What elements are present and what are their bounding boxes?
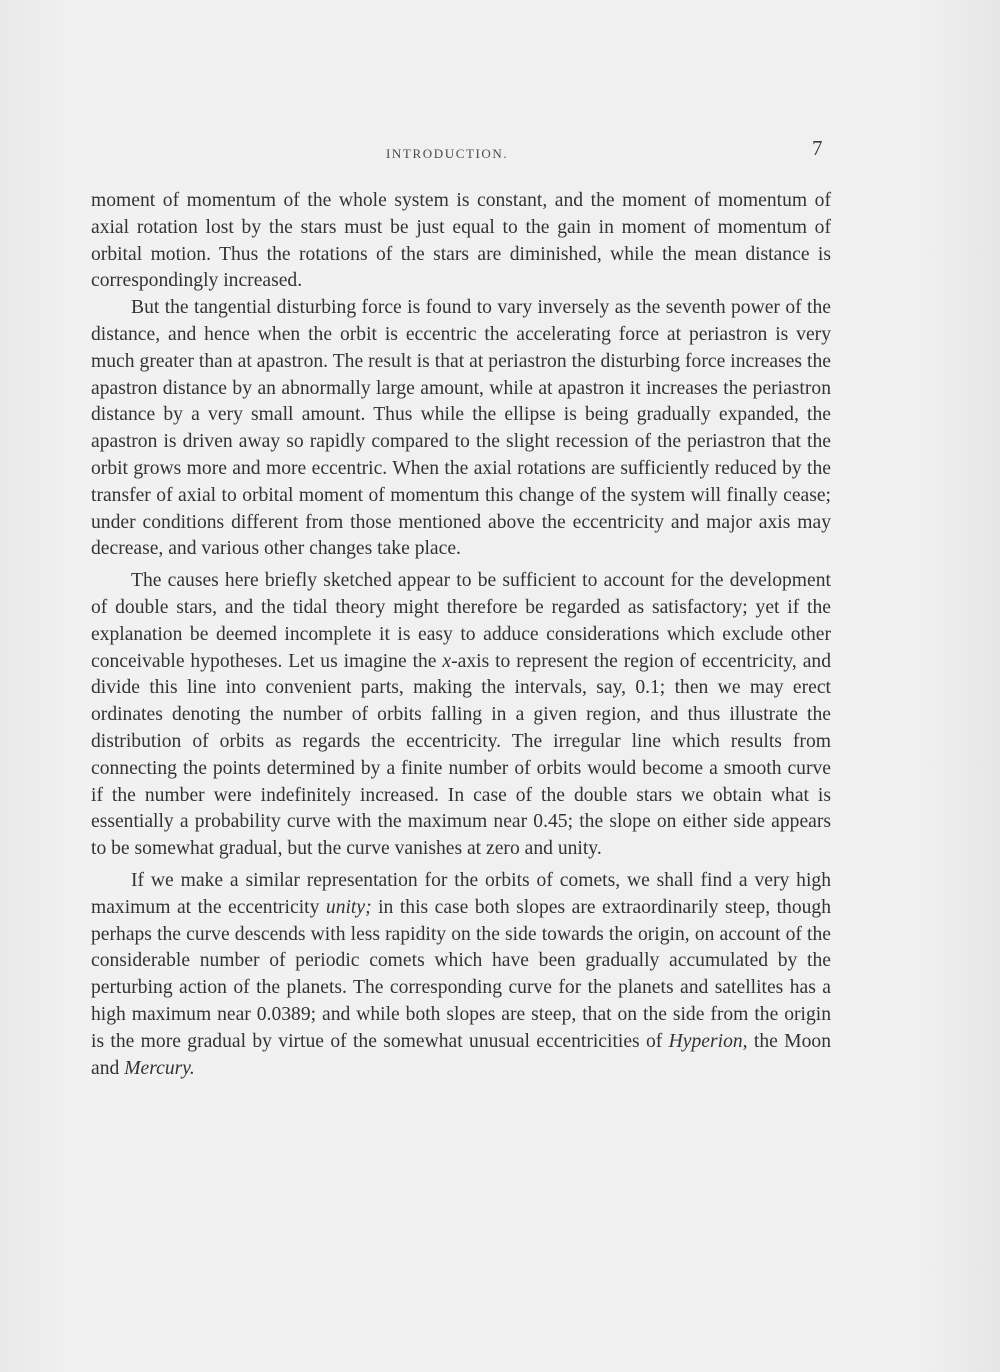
paragraph-4-text-moon: the Moon and bbox=[91, 1030, 831, 1079]
paragraph-3-text-end: -axis to represent the region of eccentricity, and divide this line into convenient parts, making the intervals, say, 0.1; then we may erect ordinates denoting the number of orbits falling in a given region, and thus illustrate the distribution of orbits as regards the eccentricity. The irregular line which results from connecting the points determined by a finite number of orbits would become a smooth curve if the number were indefinitely increased. In case of the double stars we obtain what is essentially a probability curve with the maximum near 0.45; the slope on either side appears to be somewhat gradual, but the curve vanishes at zero and unity. bbox=[91, 650, 832, 860]
hyperion-name: Hyperion, bbox=[668, 1030, 748, 1052]
paragraph-3 bbox=[91, 568, 831, 863]
running-head: INTRODUCTION. bbox=[386, 146, 509, 161]
page-number: 7 bbox=[812, 136, 823, 160]
paragraph-1 bbox=[91, 188, 831, 295]
paragraph-3-text-start: The causes here briefly sketched appear to be sufficient to account for the development of double stars, and the tidal theory might therefore be regarded as satisfactory; yet if the explanation be deemed incomplete it is easy to adduce considerations which exclude other conceivable hypotheses. Let us imagine the bbox=[91, 570, 831, 672]
paragraph-2 bbox=[91, 295, 831, 563]
paragraph-1-text: moment of momentum of the whole system is constant, and the moment of momentum of axial rotation lost by the stars must be just equal to the gain in moment of momentum of orbital motion. Thus the rotations of the stars are diminished, while the mean distance is correspondingly increased. bbox=[91, 190, 831, 292]
paragraph-4-text-mid: in this case both slopes are extraordinarily steep, though perhaps the curve descends with less rapidity on the side towards the origin, on account of the considerable number of periodic comets which have been gradually accumulated by the perturbing action of the planets. The corresponding curve for the planets and satellites has a high maximum near 0.0389; and while both slopes are steep, that on the side from the origin is the more gradual by virtue of the somewhat unusual eccentricities of bbox=[91, 896, 832, 1052]
unity-term: unity; bbox=[325, 896, 372, 918]
paragraph-4 bbox=[91, 868, 831, 1082]
paragraph-4-text-start: If we make a similar representation for the orbits of comets, we shall find a very high maximum at the eccentricity bbox=[91, 869, 831, 918]
x-axis-variable: x bbox=[442, 650, 452, 672]
paragraph-2-text: But the tangential disturbing force is found to vary inversely as the seventh power of the distance, and hence when the orbit is eccentric the accelerating force at periastron is very much greater than at apastron. The result is that at periastron the disturbing force increases the apastron distance by an abnormally large amount, while at apastron it increases the periastron distance by a very small amount. Thus while the ellipse is being gradually expanded, the apastron is driven away so rapidly compared to the slight recession of the periastron that the orbit grows more and more eccentric. When the axial rotations are sufficiently reduced by the transfer of axial to orbital moment of momentum this change of the system will finally cease; under conditions different from those mentioned above the eccentricity and major axis may decrease, and various other changes take place. bbox=[91, 297, 831, 560]
mercury-name: Mercury. bbox=[124, 1057, 195, 1079]
body-text bbox=[91, 188, 831, 1082]
